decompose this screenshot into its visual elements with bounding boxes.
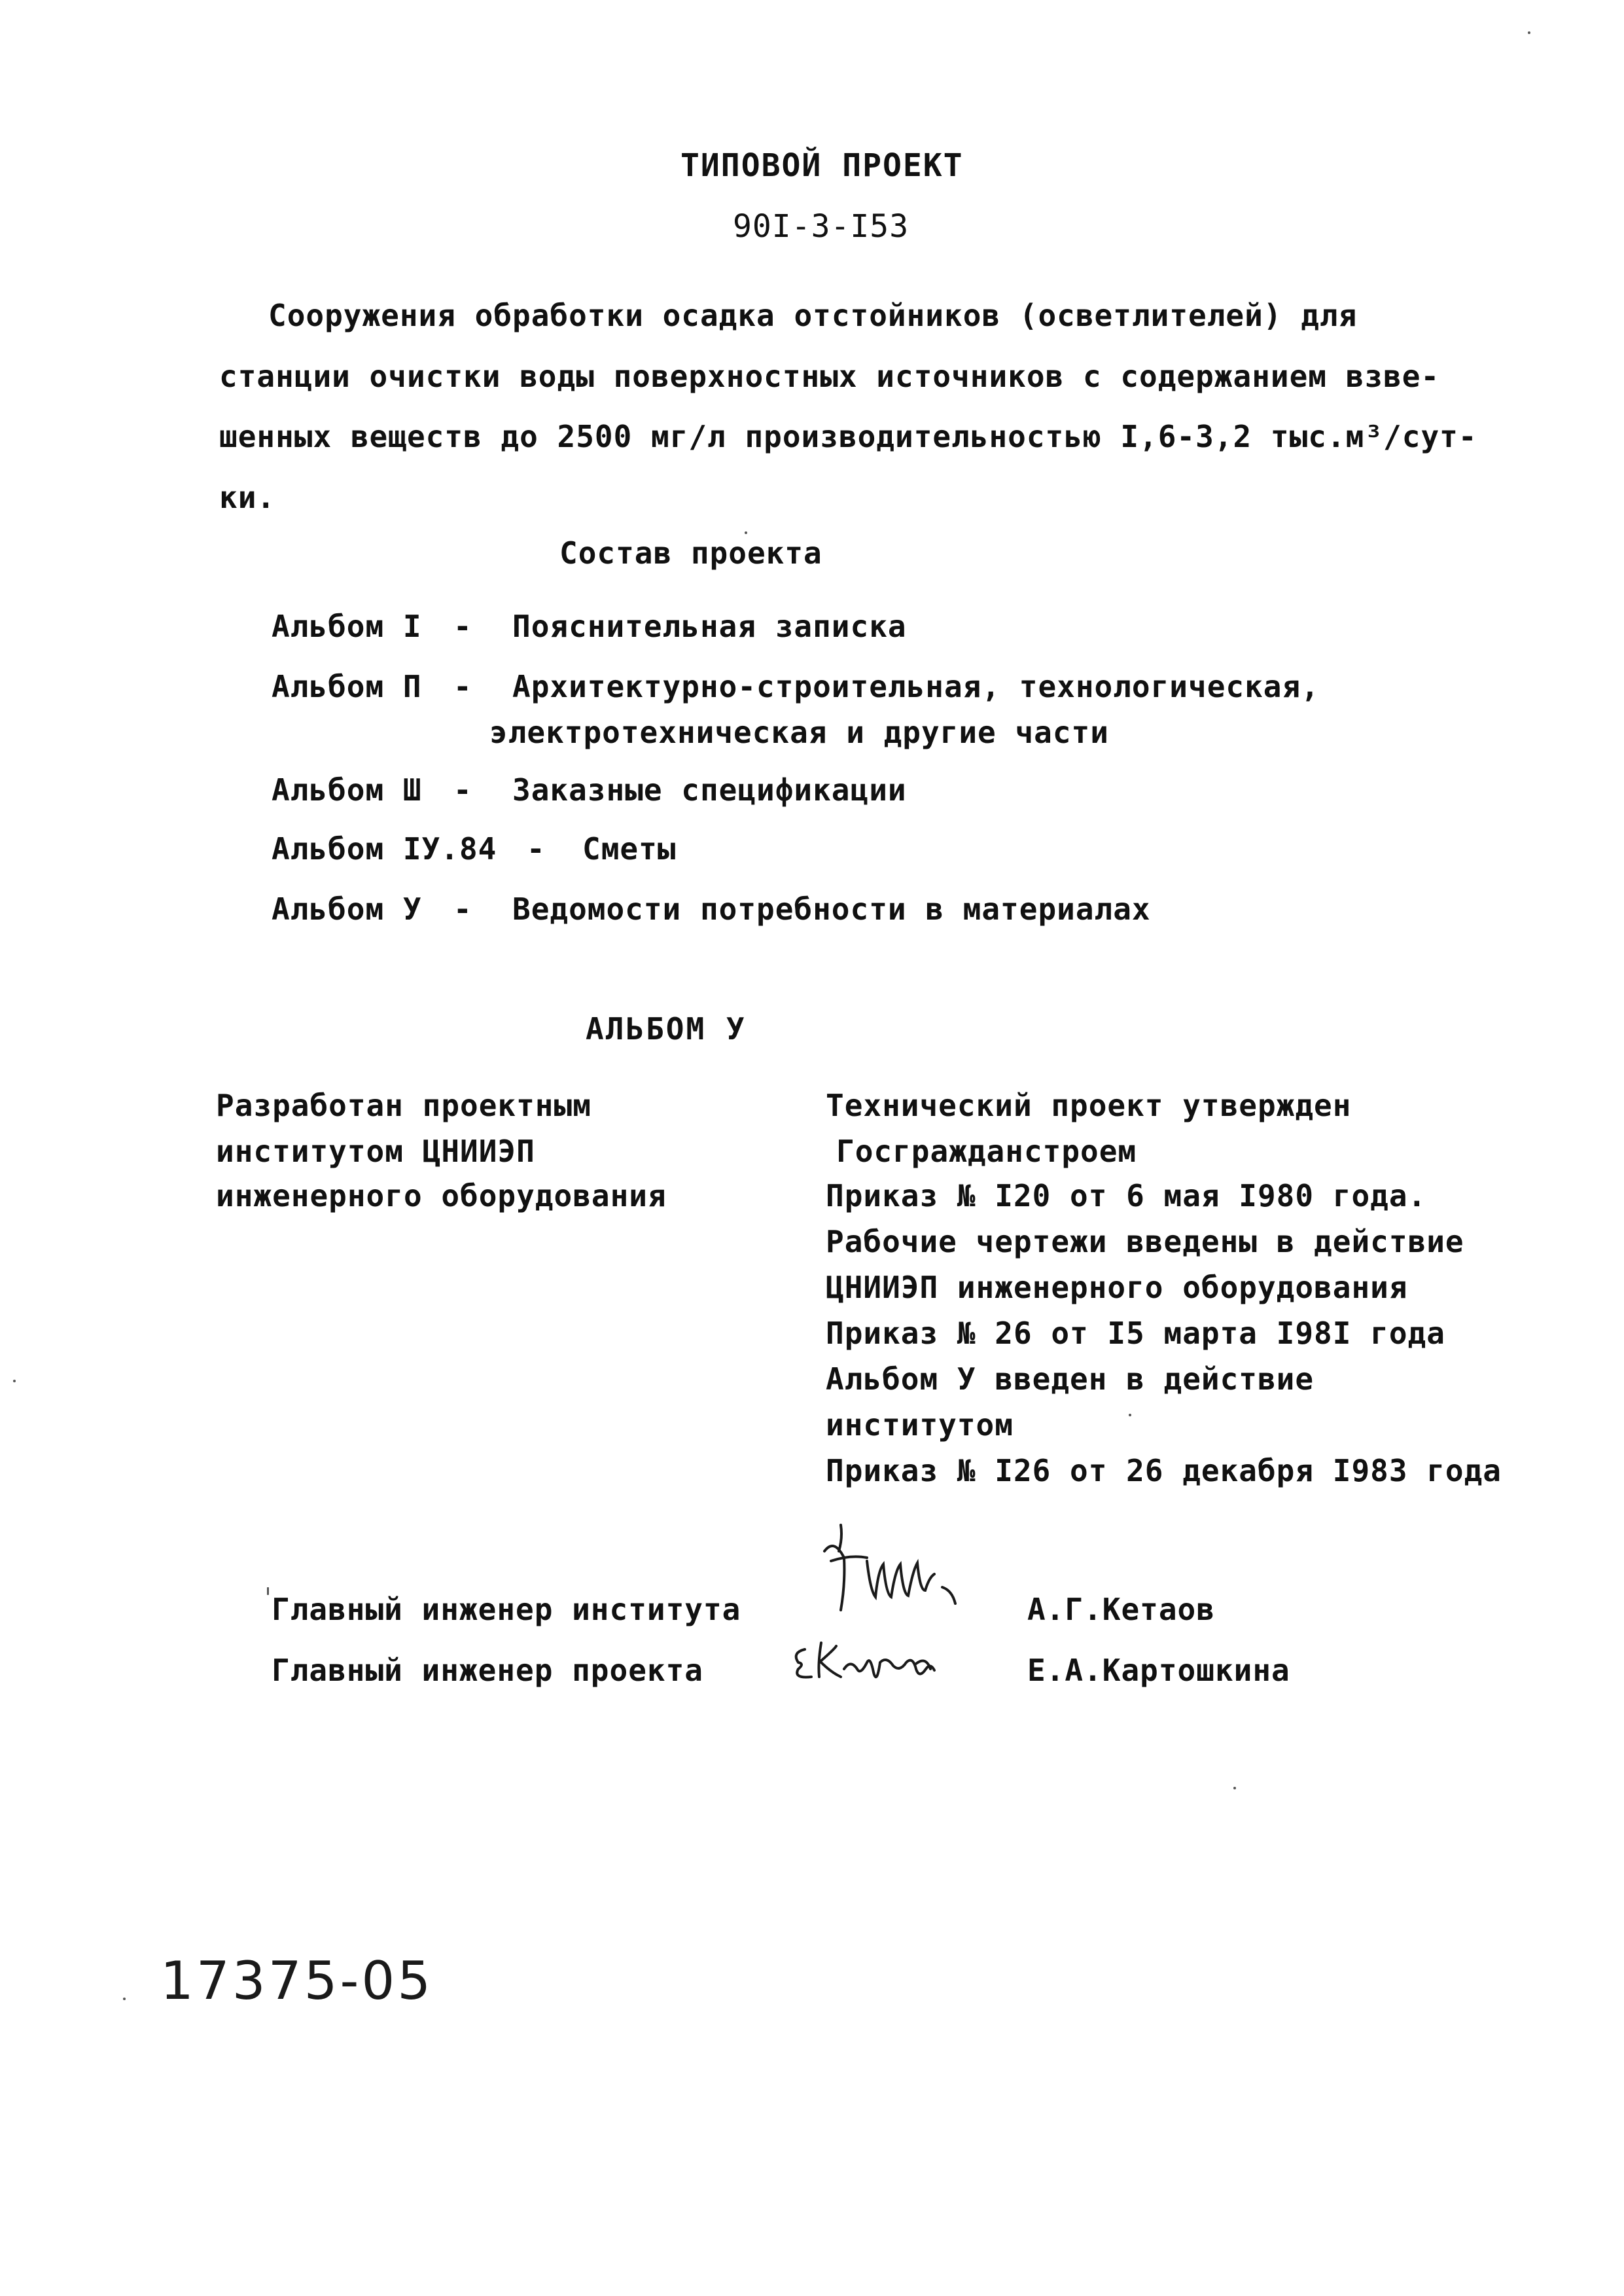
album-1-name: Альбом I [272, 609, 422, 644]
developer-line-1: Разработан проектным [216, 1088, 591, 1123]
approval-line-6: Приказ № 26 от I5 марта I98I года [826, 1316, 1445, 1351]
developer-line-3: инженерного оборудования [216, 1178, 667, 1213]
description-line-3: шенных веществ до 2500 мг/л производительностью I,6-3,2 тыс.м³/сут- [219, 419, 1477, 454]
signature-2-role: Главный инженер проекта [272, 1653, 703, 1688]
album-3-dash: - [453, 772, 472, 808]
developer-line-2: институтом ЦНИИЭП [216, 1134, 535, 1169]
signature-1-scribble [805, 1512, 1001, 1630]
signature-2-scribble [785, 1623, 955, 1695]
album-4-dash: - [527, 831, 546, 867]
album-5-name: Альбом У [272, 891, 422, 927]
scan-speck [745, 531, 747, 534]
approval-line-1: Технический проект утвержден [826, 1088, 1352, 1123]
album-5-dash: - [453, 891, 472, 927]
signature-1-name: А.Г.Кетаов [1027, 1592, 1215, 1627]
album-2-dash: - [453, 669, 472, 704]
album-2-name: Альбом П [272, 669, 422, 704]
scan-speck [267, 1587, 269, 1595]
scan-speck [1129, 1414, 1131, 1416]
description-line-4: ки. [219, 480, 276, 515]
signature-2-name: Е.А.Картошкина [1027, 1653, 1290, 1688]
approval-line-3: Приказ № I20 от 6 мая I980 года. [826, 1178, 1427, 1213]
album-5-desc: Ведомости потребности в материалах [512, 891, 1151, 927]
scan-speck [1528, 31, 1530, 34]
description-line-2: станции очистки воды поверхностных источников с содержанием взве- [219, 359, 1440, 394]
album-title: АЛЬБОМ У [586, 1011, 747, 1047]
scan-speck [123, 1998, 126, 2000]
album-1-desc: Пояснительная записка [512, 609, 907, 644]
project-number: 90I-3-I53 [733, 208, 909, 245]
composition-heading: Состав проекта [559, 535, 822, 571]
album-4-name: Альбом IУ.84 [272, 831, 497, 867]
album-3-desc: Заказные спецификации [512, 772, 907, 808]
signature-1-role: Главный инженер института [272, 1592, 741, 1627]
inventory-number: 17375-05 [160, 1950, 434, 2011]
album-2-desc-cont: электротехническая и другие части [489, 715, 1109, 750]
album-3-name: Альбом Ш [272, 772, 422, 808]
document-title: ТИПОВОЙ ПРОЕКТ [680, 147, 964, 184]
scan-speck [1233, 1787, 1236, 1789]
approval-line-9: Приказ № I26 от 26 декабря I983 года [826, 1453, 1502, 1488]
album-1-dash: - [453, 609, 472, 644]
approval-line-2: Госгражданстроем [836, 1134, 1137, 1169]
approval-line-4: Рабочие чертежи введены в действие [826, 1224, 1464, 1259]
scan-speck [13, 1380, 16, 1382]
approval-line-5: ЦНИИЭП инженерного оборудования [826, 1270, 1408, 1305]
album-2-desc: Архитектурно-строительная, технологическая, [512, 669, 1320, 704]
album-4-desc: Сметы [582, 831, 677, 867]
approval-line-7: Альбом У введен в действие [826, 1361, 1315, 1397]
approval-line-8: институтом [826, 1407, 1014, 1443]
description-line-1: Сооружения обработки осадка отстойников (осветлителей) для [268, 298, 1358, 333]
